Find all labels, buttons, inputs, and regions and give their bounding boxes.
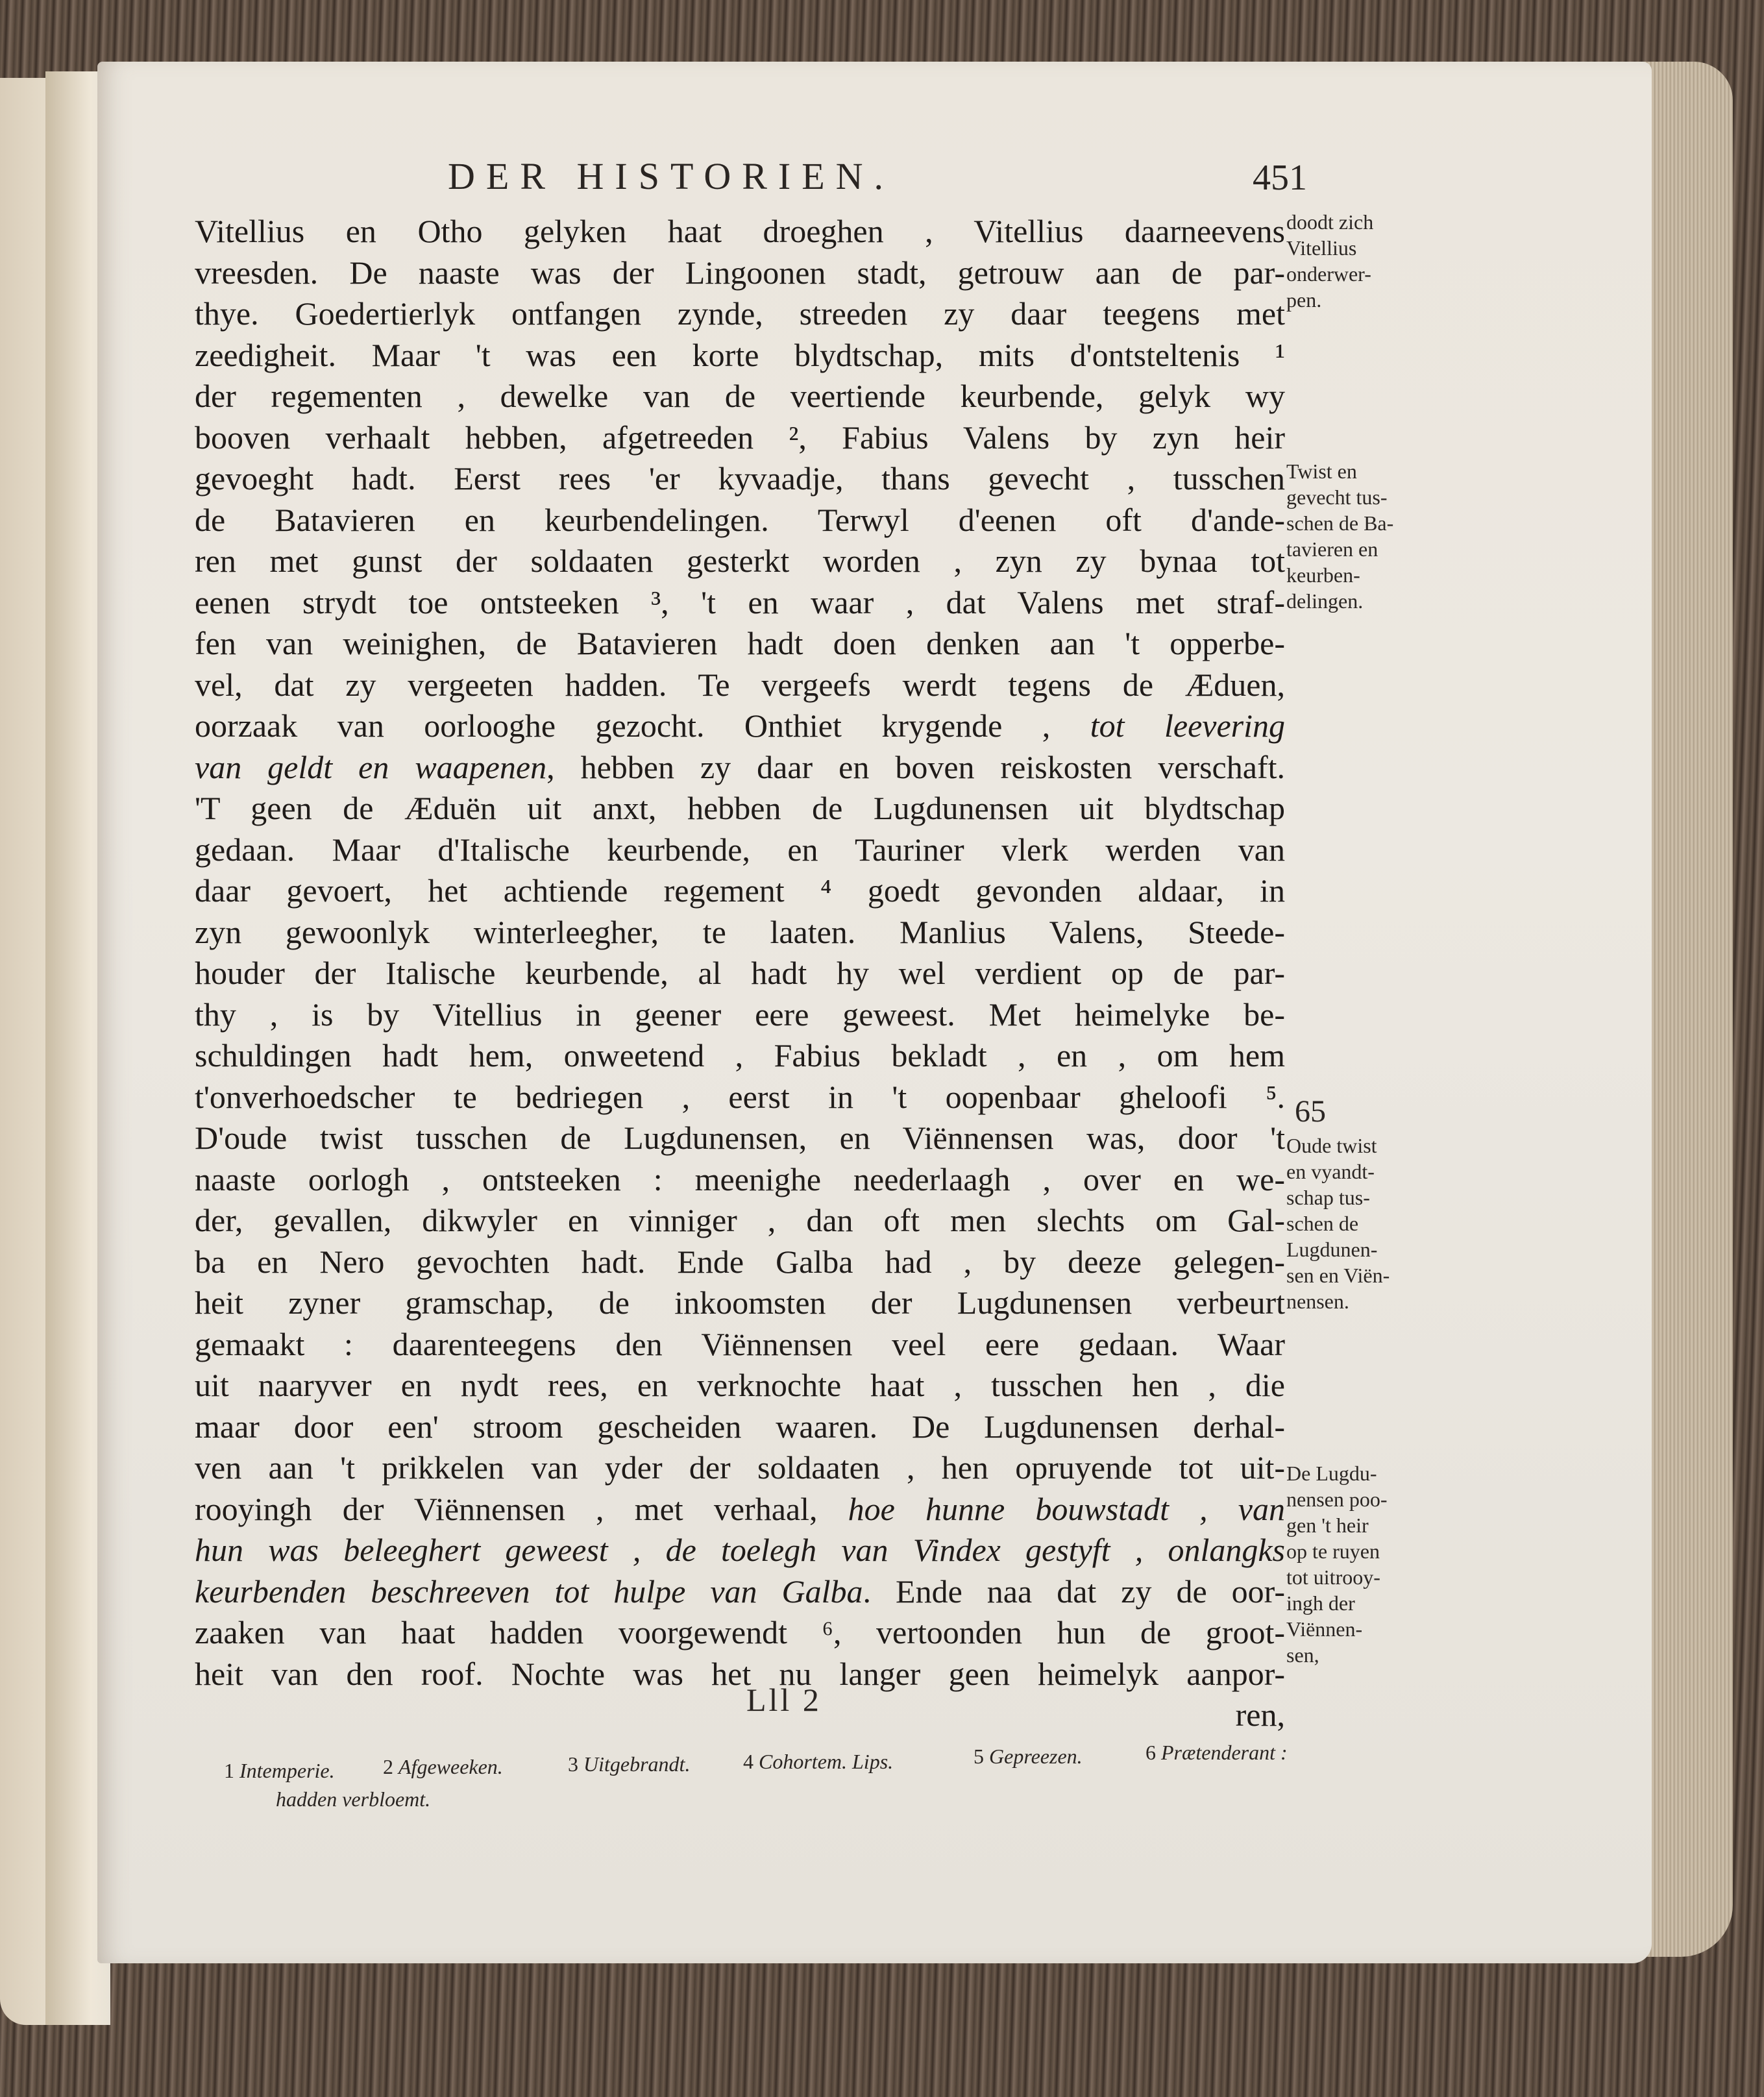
margin-note-line: Viënnen- xyxy=(1286,1617,1363,1641)
margin-note-line: pen. xyxy=(1286,288,1322,312)
text-line: vel, dat zy vergeeten hadden. Te vergeefs werdt tegens de Æduen, xyxy=(195,666,1285,703)
footnote-1: 1 Intemperie. xyxy=(224,1759,335,1782)
text-line: de Batavieren en keurbendelingen. Terwyl d'eenen oft d'ande- xyxy=(195,501,1285,538)
margin-note-line: Oude twist xyxy=(1286,1134,1377,1157)
margin-note-line: nensen poo- xyxy=(1286,1488,1388,1511)
running-title: DER HISTORIEN. xyxy=(448,155,895,197)
margin-note-line: ingh der xyxy=(1286,1591,1355,1615)
margin-note-line: keurben- xyxy=(1286,563,1360,587)
text-line: uit naaryver en nydt rees, en verknochte haat , tusschen hen , die xyxy=(195,1367,1285,1403)
margin-note-line: Twist en xyxy=(1286,460,1357,483)
margin-note-line: De Lugdu- xyxy=(1286,1462,1377,1485)
margin-note-line: gen 't heir xyxy=(1286,1514,1369,1537)
margin-note-line: op te ruyen xyxy=(1286,1539,1380,1563)
text-line: 'T geen de Æduën uit anxt, hebben de Lugdunensen uit blydtschap xyxy=(195,790,1285,826)
text-line: oorzaak van oorlooghe gezocht. Onthiet krygende , tot leevering xyxy=(195,707,1286,744)
margin-note-line: Lugdunen- xyxy=(1286,1238,1378,1261)
text-line: der regementen , dewelke van de veertiende keurbende, gelyk wy xyxy=(195,378,1285,414)
section-number: 65 xyxy=(1295,1094,1326,1129)
text-line: rooyingh der Viënnensen , met verhaal, hoe hunne bouwstadt , van xyxy=(195,1490,1285,1527)
text-line: vreesden. De naaste was der Lingoonen stadt, getrouw aan de par- xyxy=(195,254,1285,291)
text-line: maar door een' stroom gescheiden waaren. De Lugdunensen derhal- xyxy=(195,1408,1285,1445)
footnote-6-continuation: hadden verbloemt. xyxy=(276,1787,431,1811)
text-line: naaste oorlogh , ontsteeken : meenighe neederlaagh , over en we- xyxy=(195,1160,1285,1197)
margin-note-line: sen, xyxy=(1286,1643,1319,1667)
margin-note-line: sen en Viën- xyxy=(1286,1264,1390,1287)
text-line: ren met gunst der soldaaten gesterkt worden , zyn zy bynaa tot xyxy=(195,543,1285,579)
text-line: Vitellius en Otho gelyken haat droeghen , Vitellius daarneevens xyxy=(195,213,1285,249)
text-line: der, gevallen, dikwyler en vinniger , dan oft men slechts om Gal- xyxy=(195,1202,1285,1238)
margin-note-line: delingen. xyxy=(1286,589,1364,613)
margin-note-line: schen de xyxy=(1286,1212,1359,1235)
margin-note-line: doodt zich xyxy=(1286,210,1374,234)
margin-note-line: Vitellius xyxy=(1286,236,1357,260)
footnote-6: 6 Prætenderant : xyxy=(1145,1741,1288,1764)
text-line: eenen strydt toe ontsteeken ³, 't en waar , dat Valens met straf- xyxy=(195,583,1285,620)
margin-note-twist-batavieren xyxy=(1286,458,1423,614)
text-line: D'oude twist tusschen de Lugdunensen, en Viënnensen was, door 't xyxy=(195,1120,1285,1156)
signature-mark: Lll 2 xyxy=(746,1682,822,1718)
page-header xyxy=(448,154,1324,200)
margin-note-lugdunensen xyxy=(1286,1460,1423,1668)
text-line: keurbenden beschreeven tot hulpe van Galba. Ende naa dat zy de oor- xyxy=(195,1573,1285,1610)
text-line: hun was beleeghert geweest , de toelegh van Vindex gestyft , onlangks xyxy=(195,1532,1285,1568)
margin-note-line: en vyandt- xyxy=(1286,1160,1375,1183)
margin-note-line: tavieren en xyxy=(1286,537,1378,561)
body-text xyxy=(195,211,1285,1736)
text-line: heit zyner gramschap, de inkoomsten der Lugdunensen verbeurt xyxy=(195,1284,1285,1321)
text-line: houder der Italische keurbende, al hadt hy wel verdient op de par- xyxy=(195,955,1285,991)
margin-note-line: tot uitrooy- xyxy=(1286,1565,1380,1589)
text-line: gevoeght hadt. Eerst rees 'er kyvaadje, thans gevecht , tusschen xyxy=(195,460,1285,497)
margin-note-line: schap tus- xyxy=(1286,1186,1370,1209)
text-line: zeedigheit. Maar 't was een korte blydtschap, mits d'ontsteltenis ¹ xyxy=(195,336,1285,373)
text-line: heit van den roof. Nochte was het nu langer geen heimelyk aanpor- xyxy=(195,1655,1285,1692)
text-line: ven aan 't prikkelen van yder der soldaaten , hen opruyende tot uit- xyxy=(195,1449,1285,1486)
text-line: t'onverhoedscher te bedriegen , eerst in 't oopenbaar gheloofi ⁵. xyxy=(195,1078,1285,1115)
text-line: daar gevoert, het achtiende regement ⁴ goedt gevonden aldaar, in xyxy=(195,872,1285,909)
text-line: gemaakt : daarenteegens den Viënnensen veel eere gedaan. Waar xyxy=(195,1325,1285,1362)
footnote-3: 3 Uitgebrandt. xyxy=(568,1752,691,1776)
text-line: zaaken van haat hadden voorgewendt ⁶, vertoonden hun de groot- xyxy=(195,1614,1285,1650)
text-line: gedaan. Maar d'Italische keurbende, en Tauriner vlerk werden van xyxy=(195,831,1285,868)
text-line-italic: van geldt en waapenen, hebben zy daar en boven reiskosten verschaft. xyxy=(195,748,1285,785)
page-number: 451 xyxy=(1253,158,1307,198)
text-line: thye. Goedertierlyk ontfangen zynde, streeden zy daar teegens met xyxy=(195,295,1285,332)
margin-note-vitellius xyxy=(1286,209,1423,313)
margin-note-line: onderwer- xyxy=(1286,262,1371,286)
text-line-catchword: ren, xyxy=(1235,1697,1285,1733)
text-line: zyn gewoonlyk winterleegher, te laaten. Manlius Valens, Steede- xyxy=(195,913,1285,950)
text-line: schuldingen hadt hem, onweetend , Fabius bekladt , en , om hem xyxy=(195,1037,1285,1073)
text-line: booven verhaalt hebben, afgetreeden ², Fabius Valens by zyn heir xyxy=(195,419,1285,456)
footnote-5: 5 Gepreezen. xyxy=(974,1745,1083,1768)
text-line: ba en Nero gevochten hadt. Ende Galba had , by deeze gelegen- xyxy=(195,1243,1285,1280)
text-line: thy , is by Vitellius in geener eere geweest. Met heimelyke be- xyxy=(195,996,1285,1033)
margin-note-line: nensen. xyxy=(1286,1290,1349,1313)
footnote-4: 4 Cohortem. Lips. xyxy=(743,1750,894,1773)
margin-note-line: gevecht tus- xyxy=(1286,485,1388,509)
margin-note-oude-twist xyxy=(1286,1133,1423,1314)
margin-note-line: schen de Ba- xyxy=(1286,511,1394,535)
text-line: fen van weinighen, de Batavieren hadt doen denken aan 't opperbe- xyxy=(195,625,1285,661)
footnote-2: 2 Afgeweeken. xyxy=(383,1755,503,1778)
